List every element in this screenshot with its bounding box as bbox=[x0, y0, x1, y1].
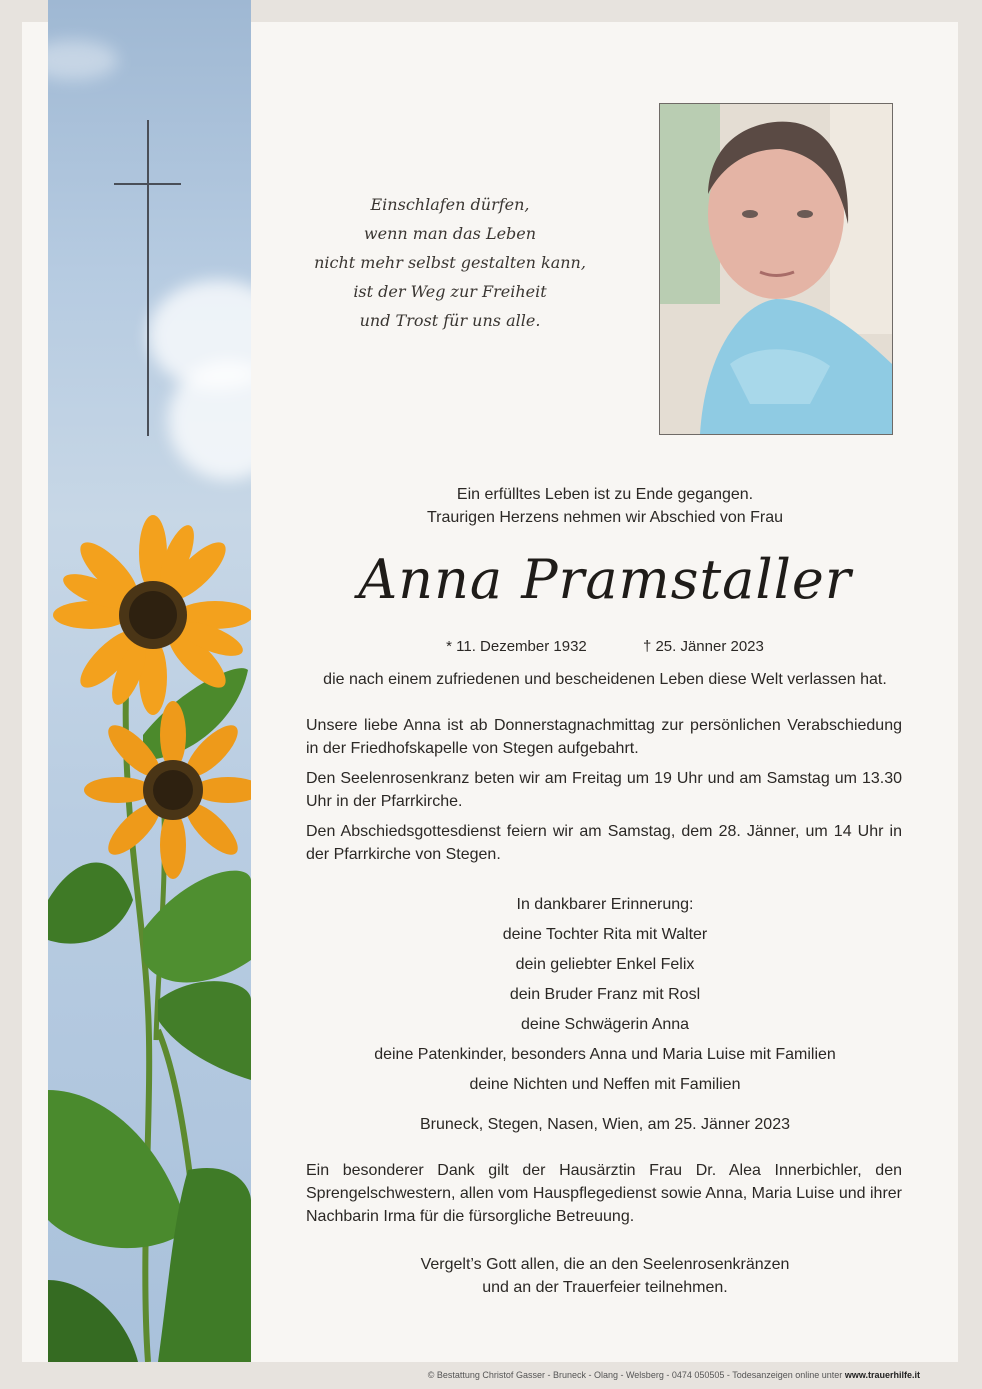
deceased-name: Anna Pramstaller bbox=[358, 548, 852, 611]
mourner-line: deine Schwägerin Anna bbox=[520, 1016, 690, 1033]
place-and-date: Bruneck, Stegen, Nasen, Wien, am 25. Jänner 2023 bbox=[420, 1116, 790, 1133]
mourner-line: dein geliebter Enkel Felix bbox=[515, 956, 695, 973]
service-paragraph: Den Abschiedsgottesdienst feiern wir am Samstag, dem 28. Jänner, um 14 Uhr in der Pfarrkirche von Stegen. bbox=[306, 823, 902, 863]
footer bbox=[300, 1369, 920, 1381]
sunflower-icon bbox=[48, 0, 251, 1362]
poem-line: ist der Weg zur Freiheit bbox=[353, 282, 547, 301]
closing-line: und an der Trauerfeier teilnehmen. bbox=[482, 1279, 728, 1296]
portrait-icon bbox=[660, 104, 892, 434]
life-dates bbox=[300, 637, 910, 657]
memory-heading: In dankbarer Erinnerung: bbox=[516, 896, 694, 913]
poem-line: nicht mehr selbst gestalten kann, bbox=[314, 253, 586, 272]
poem-line: Einschlafen dürfen, bbox=[370, 195, 530, 214]
portrait-photo bbox=[659, 103, 893, 435]
mourner-line: deine Tochter Rita mit Walter bbox=[502, 926, 708, 943]
closing-line: Vergelt’s Gott allen, die an den Seelenrosenkränzen bbox=[420, 1256, 790, 1273]
intro-line: Ein erfülltes Leben ist zu Ende gegangen. bbox=[456, 486, 754, 503]
poem bbox=[300, 190, 600, 335]
mourner-line: deine Patenkinder, besonders Anna und Maria Luise mit Familien bbox=[374, 1046, 836, 1063]
rosary-paragraph: Den Seelenrosenkranz beten wir am Freitag um 19 Uhr und am Samstag um 13.30 Uhr in der Pfarrkirche. bbox=[306, 770, 902, 810]
special-thanks-paragraph: Ein besonderer Dank gilt der Hausärztin Frau Dr. Alea Innerbichler, den Sprengelschwestern, allen vom Hauspflegedienst sowie Anna, Maria Luise und ihrer Nachbarin Irma für die fürsorgliche Betreuung. bbox=[306, 1162, 902, 1225]
poem-line: und Trost für uns alle. bbox=[359, 311, 541, 330]
intro-line: Traurigen Herzens nehmen wir Abschied von Frau bbox=[426, 509, 784, 526]
death-date: † 25. Jänner 2023 bbox=[642, 638, 764, 655]
cross-icon bbox=[147, 120, 149, 436]
footer-link[interactable]: www.trauerhilfe.it bbox=[844, 1370, 920, 1380]
footer-text: © Bestattung Christof Gasser - Bruneck - Olang - Welsberg - 0474 050505 - Todesanzeigen online unter bbox=[427, 1370, 843, 1380]
closing-thanks bbox=[300, 1253, 910, 1299]
died-statement: die nach einem zufriedenen und bescheidenen Leben diese Welt verlassen hat. bbox=[323, 671, 887, 688]
poem-line: wenn man das Leben bbox=[363, 224, 537, 243]
mourner-line: deine Nichten und Neffen mit Familien bbox=[469, 1076, 741, 1093]
birth-date: * 11. Dezember 1932 bbox=[446, 638, 587, 655]
mourners-list bbox=[300, 890, 910, 1100]
mourner-line: dein Bruder Franz mit Rosl bbox=[509, 986, 701, 1003]
intro-text bbox=[300, 483, 910, 529]
cross-bar bbox=[114, 183, 181, 185]
viewing-paragraph: Unsere liebe Anna ist ab Donnerstagnachmittag zur persönlichen Verabschiedung in der Friedhofskapelle von Stegen aufgebahrt. bbox=[306, 717, 902, 757]
sunflower-sky-image bbox=[48, 0, 251, 1362]
